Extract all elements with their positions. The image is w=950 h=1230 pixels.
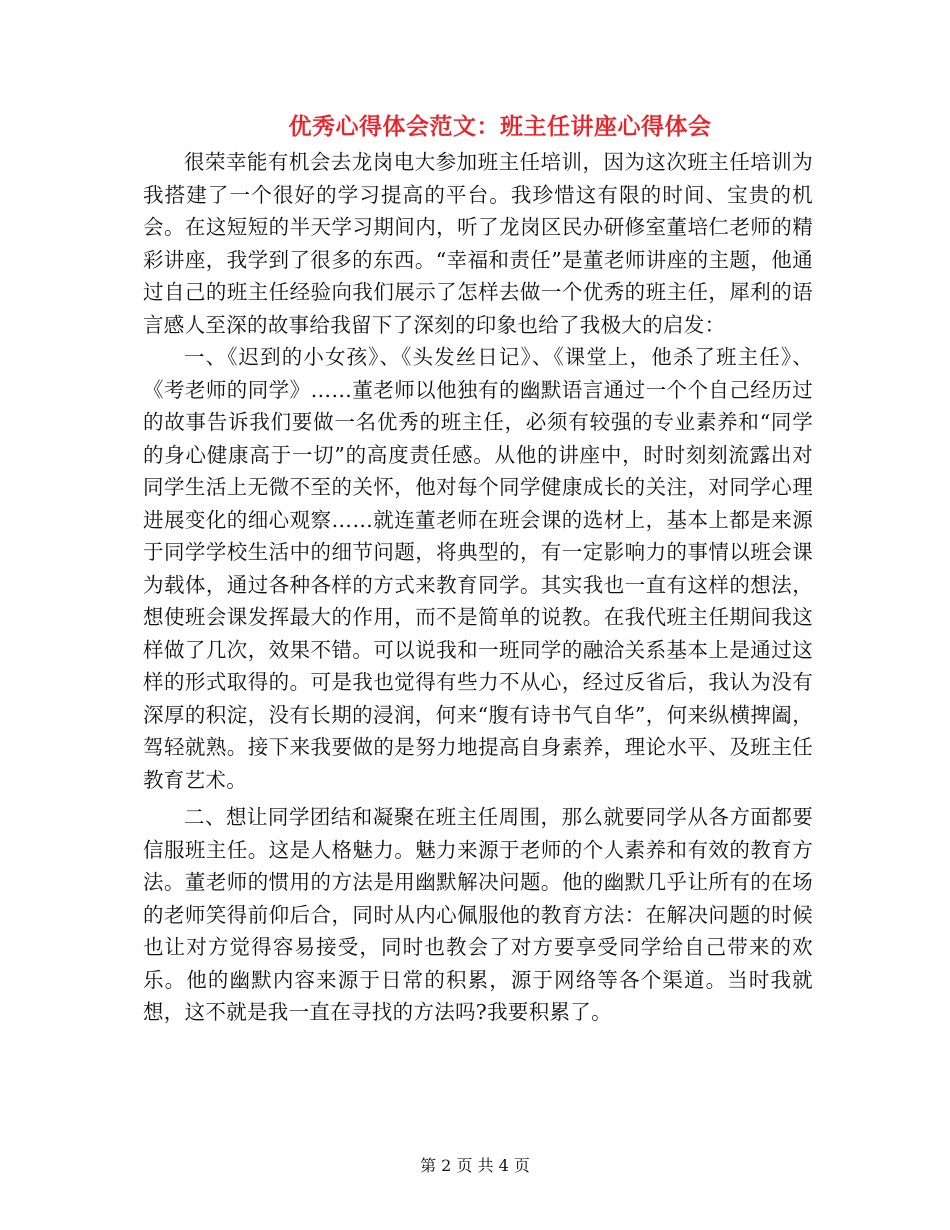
- document-body: [143, 146, 813, 1029]
- page-footer: 第 2 页 共 4 页: [420, 1156, 530, 1175]
- document-title: 优秀心得体会范文：班主任讲座心得体会: [288, 114, 712, 140]
- paragraph-point-one: 一、《迟到的小女孩》、《头发丝日记》、《课堂上，他杀了班主任》、《考老师的同学》……董老师以他独有的幽默语言通过一个个自己经历过的故事告诉我们要做一名优秀的班主任，必须有较强的专业素养和“同学的身心健康高于一切”的高度责任感。从他的讲座中，时时刻刻流露出对同学生活上无微不至的关怀，他对每个同学健康成长的关注，对同学心理进展变化的细心观察……就连董老师在班会课的选材上，基本上都是来源于同学学校生活中的细节问题，将典型的，有一定影响力的事情以班会课为载体，通过各种各样的方式来教育同学。其实我也一直有这样的想法，想使班会课发挥最大的作用，而不是简单的说教。在我代班主任期间我这样做了几次，效果不错。可以说我和一班同学的融洽关系基本上是通过这样的形式取得的。可是我也觉得有些力不从心，经过反省后，我认为没有深厚的积淀，没有长期的浸润，何来“腹有诗书气自华”，何来纵横捭阖，驾轻就熟。接下来我要做的是努力地提高自身素养，理论水平、及班主任教育艺术。: [143, 345, 813, 792]
- paragraph-point-two: 二、想让同学团结和凝聚在班主任周围，那么就要同学从各方面都要信服班主任。这是人格魅力。魅力来源于老师的个人素养和有效的教育方法。董老师的惯用的方法是用幽默解决问题。他的幽默几乎让所有的在场的老师笑得前仰后合，同时从内心佩服他的教育方法：在解决问题的时候也让对方觉得容易接受，同时也教会了对方要享受同学给自己带来的欢乐。他的幽默内容来源于日常的积累，源于网络等各个渠道。当时我就想，这不就是我一直在寻找的方法吗?我要积累了。: [143, 805, 813, 1024]
- paragraph-intro: 很荣幸能有机会去龙岗电大参加班主任培训，因为这次班主任培训为我搭建了一个很好的学习提高的平台。我珍惜这有限的时间、宝贵的机会。在这短短的半天学习期间内，听了龙岗区民办研修室董培仁老师的精彩讲座，我学到了很多的东西。“幸福和责任”是董老师讲座的主题，他通过自己的班主任经验向我们展示了怎样去做一个优秀的班主任，犀利的语言感人至深的故事给我留下了深刻的印象也给了我极大的启发：: [143, 150, 813, 337]
